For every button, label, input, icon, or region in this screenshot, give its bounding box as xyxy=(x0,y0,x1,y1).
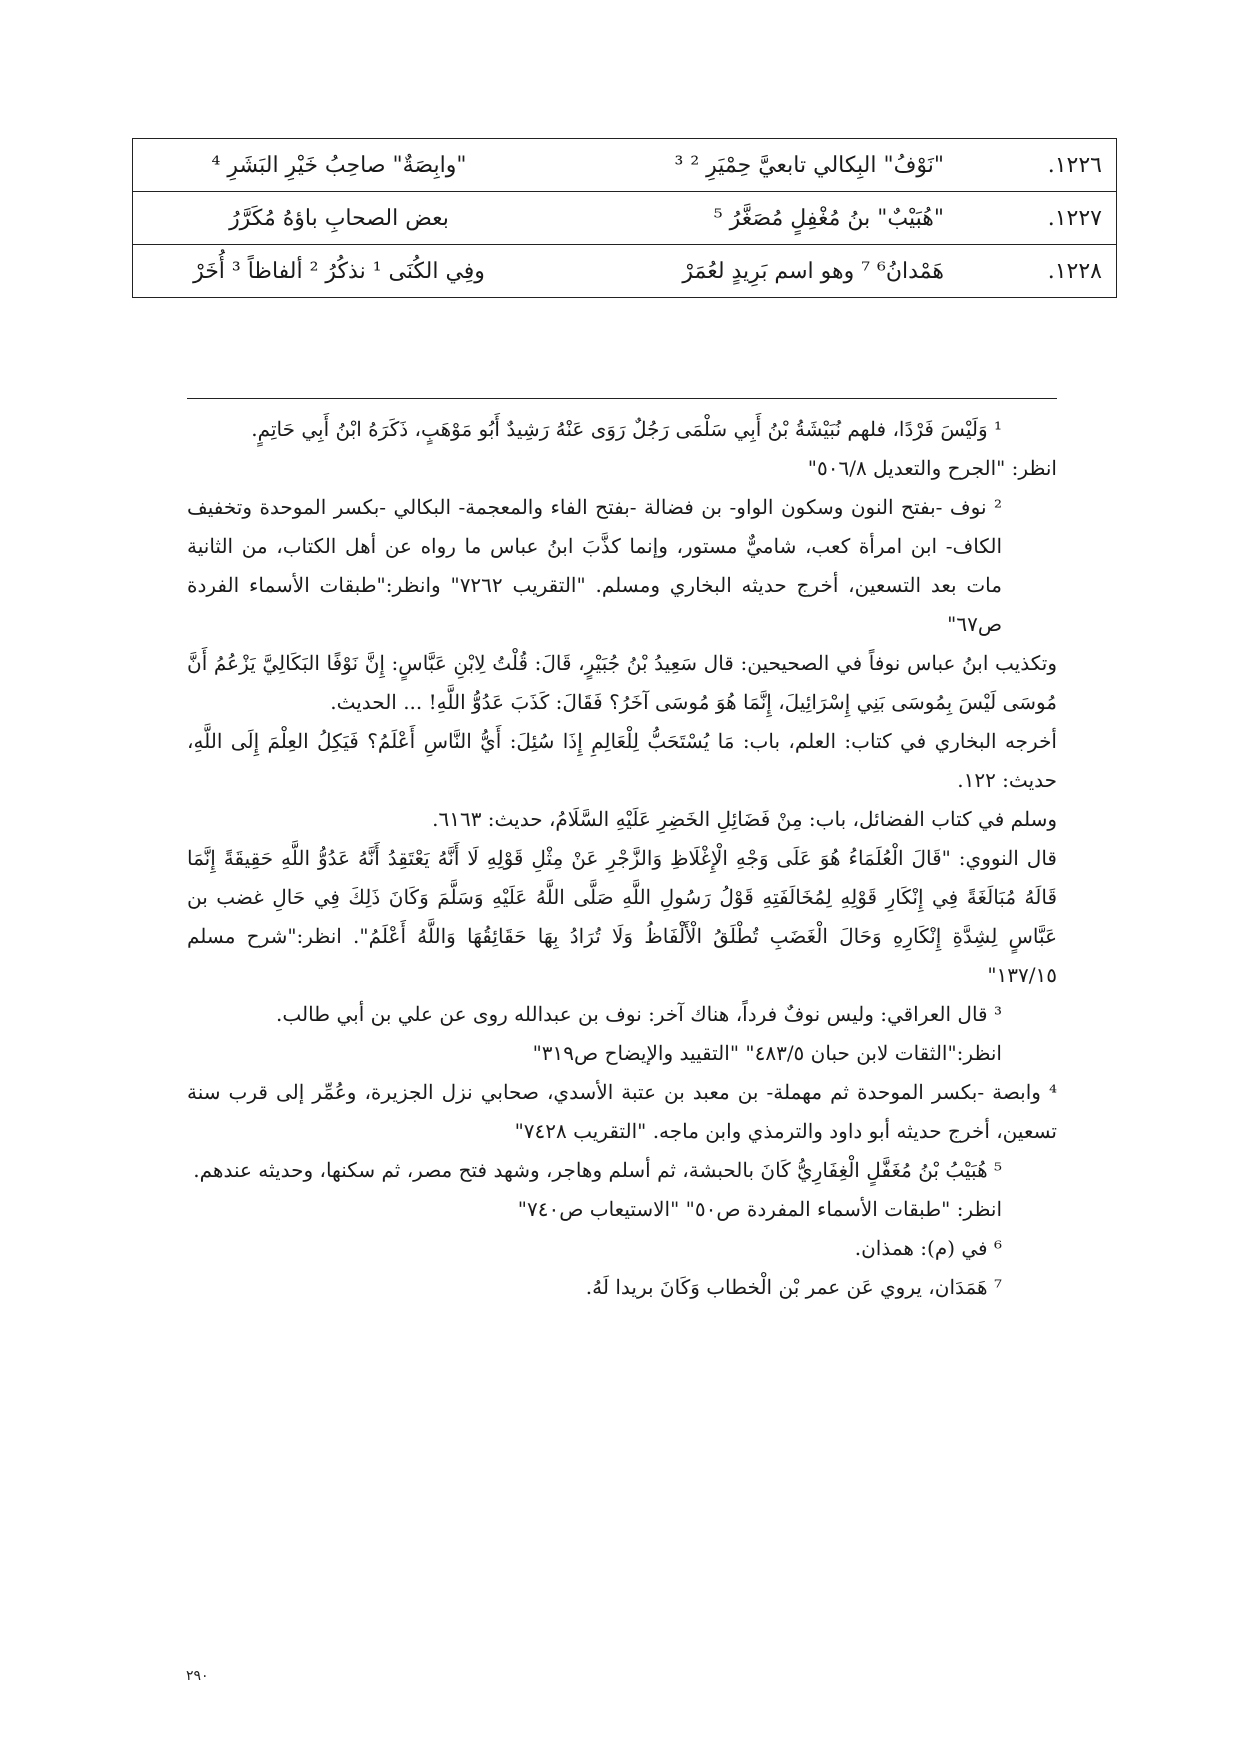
verse-number: ١٢٢٧. xyxy=(958,192,1117,245)
page-number: ٢٩٠ xyxy=(186,1668,209,1684)
verse-row xyxy=(133,245,1117,298)
footnote-2-nawawi: قال النووي: "قَالَ الْعُلَمَاءُ هُوَ عَلَى وَجْهِ الْإِغْلَاظِ وَالزَّجْرِ عَنْ مِثْلِ قَوْلِهِ لَا أَنَّهُ يَعْتَقِدُ أَنَّهُ عَدُوُّ اللَّهِ حَقِيقَةً إِنَّمَا قَالَهُ مُبَالَغَةً فِي إِنْكَارِ قَوْلِهِ لِمُخَالَفَتِهِ قَوْلُ رَسُولِ اللَّهِ صَلَّى اللَّهُ عَلَيْهِ وَسَلَّمَ وَكَانَ ذَلِكَ فِي حَالِ غضب بن عَبَّاسٍ لِشِدَّةِ إِنْكَارِهِ وَحَالَ الْغَضَبِ تُطْلَقُ الْأَلْفَاظُ وَلَا تُرَادُ بِهَا حَقَائِقُهَا وَاللَّهُ أَعْلَمُ". انظر:"شرح مسلم ١٣٧/١٥" xyxy=(187,846,1057,987)
verse-number: ١٢٢٦. xyxy=(958,139,1117,192)
footnote-separator xyxy=(187,398,1057,399)
footnote-1-ref: انظر: "الجرح والتعديل ٥٠٦/٨" xyxy=(807,456,1057,480)
verse-second-hemistich: بعض الصحابِ باؤهُ مُكَرَّرُ xyxy=(133,192,546,245)
footnote-5-ref: انظر: "طبقات الأسماء المفردة ص٥٠" "الاستيعاب ص٧٤٠" xyxy=(517,1197,1002,1221)
verse-number: ١٢٢٨. xyxy=(958,245,1117,298)
verse-table xyxy=(132,138,1117,298)
footnote-7: ⁷ هَمَدَان، يروي عَن عمر بْن الْخطاب وَكَانَ بريدا لَهُ. xyxy=(585,1275,1002,1299)
footnote-2-muslim: وسلم في كتاب الفضائل، باب: مِنْ فَضَائِلِ الخَضِرِ عَلَيْهِ السَّلَامُ، حديث: ٦١٦٣. xyxy=(432,807,1057,831)
footnote-5: ⁵ هُبَيْبُ بْنُ مُغَفَّلٍ الْغِفَارِيُّ كَانَ بالحبشة، ثم أسلم وهاجر، وشهد فتح مصر، ثم سكنها، وحديثه عندهم. xyxy=(193,1158,1002,1182)
footnote-2: ² نوف -بفتح النون وسكون الواو- بن فضالة -بفتح الفاء والمعجمة- البكالي -بكسر الموحدة وتخفيف الكاف- ابن امرأة كعب، شاميٌّ مستور، وإنما كذَّبَ ابنُ عباس ما رواه عن أهل الكتاب، من الثانية مات بعد التسعين، أخرج حديثه البخاري ومسلم. "التقريب ٧٢٦٢" وانظر:"طبقات الأسماء الفردة ص٦٧" xyxy=(187,495,1002,636)
verse-first-hemistich: هَمْدانُ⁶ ⁷ وهو اسم بَرِيدٍ لعُمَرْ xyxy=(545,245,958,298)
footnote-3-ref: انظر:"الثقات لابن حبان ٤٨٣/٥" "التقييد والإيضاح ص٣١٩" xyxy=(532,1041,1002,1065)
footnote-6: ⁶ في (م): همذان. xyxy=(854,1236,1002,1260)
footnote-3: ³ قال العراقي: وليس نوفٌ فرداً، هناك آخر: نوف بن عبدالله روى عن علي بن أبي طالب. xyxy=(276,1002,1002,1026)
footnote-2-text: وتكذيب ابنُ عباس نوفاً في الصحيحين: قال سَعِيدُ بْنُ جُبَيْرٍ، قَالَ: قُلْتُ لِابْنِ عَبَّاسٍ: إِنَّ نَوْفًا البَكَالِيَّ يَزْعُمُ أَنَّ مُوسَى لَيْسَ بِمُوسَى بَنِي إِسْرَائِيلَ، إِنَّمَا هُوَ مُوسَى آخَرُ؟ فَقَالَ: كَذَبَ عَدُوُّ اللَّهِ! ... الحديث. xyxy=(187,651,1057,714)
verse-first-hemistich: "نَوْفُ" البِكالي تابعيَّ حِمْيَرِ ² ³ xyxy=(545,139,958,192)
verse-second-hemistich: وفِي الكُنَى ¹ نذكُرُ ² ألفاظاً ³ أُخَرْ xyxy=(133,245,546,298)
verse-second-hemistich: "وابِصَةٌ" صاحِبُ خَيْرِ البَشَرِ ⁴ xyxy=(133,139,546,192)
footnotes xyxy=(187,410,1057,1307)
footnote-2-bukhari: أخرجه البخاري في كتاب: العلم، باب: مَا يُسْتَحَبُّ لِلْعَالِمِ إِذَا سُئِلَ: أَيُّ النَّاسِ أَعْلَمُ؟ فَيَكِلُ العِلْمَ إِلَى اللَّهِ، حديث: ١٢٢. xyxy=(187,729,1057,792)
verse-row xyxy=(133,139,1117,192)
verse-first-hemistich: "هُبَيْبٌ" بنُ مُغْفِلٍ مُصَغَّرُ ⁵ xyxy=(545,192,958,245)
footnote-1: ¹ وَلَيْسَ فَرْدًا، فلهم نُبَيْشَةُ بْنُ أَبِي سَلْمَى رَجُلٌ رَوَى عَنْهُ رَشِيدٌ أَبُو مَوْهَبٍ، ذَكَرَهُ ابْنُ أَبِي حَاتِمٍ. xyxy=(251,417,1002,441)
verse-row xyxy=(133,192,1117,245)
footnote-4: ⁴ وابصة -بكسر الموحدة ثم مهملة- بن معبد بن عتبة الأسدي، صحابي نزل الجزيرة، وعُمِّر إلى قرب سنة تسعين، أخرج حديثه أبو داود والترمذي وابن ماجه. "التقريب ٧٤٢٨" xyxy=(187,1080,1057,1143)
